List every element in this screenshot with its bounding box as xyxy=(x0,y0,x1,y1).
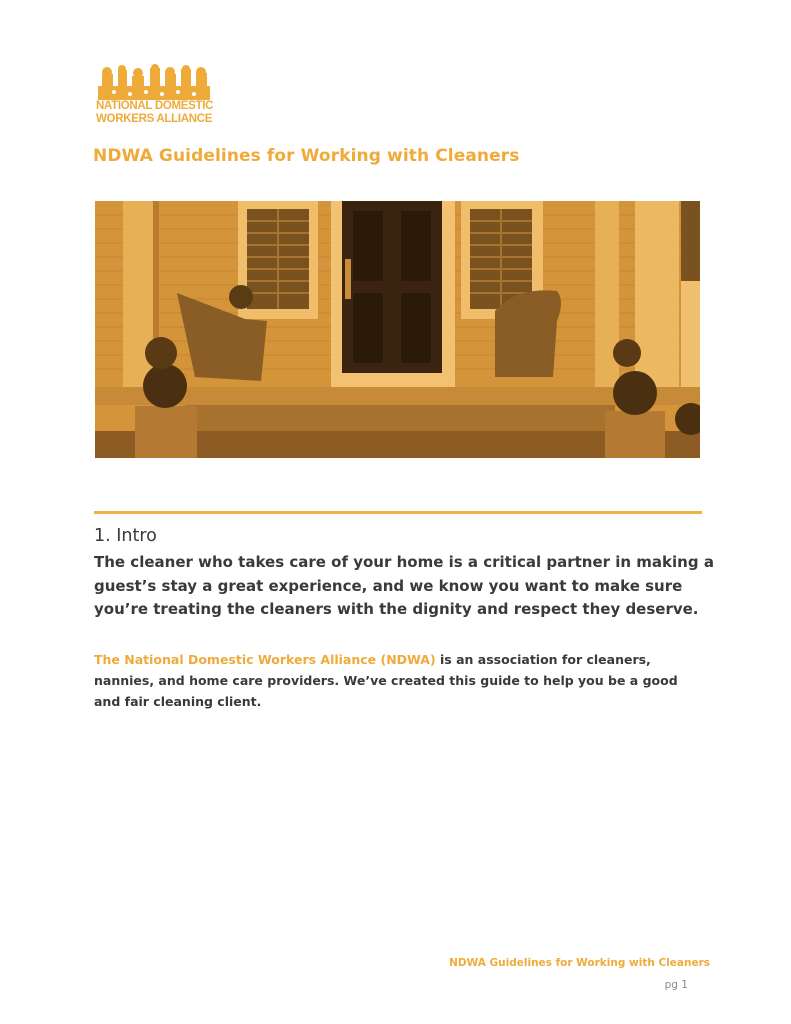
body-line-1-rest: is an association for cleaners, xyxy=(435,652,651,667)
intro-lead-paragraph xyxy=(94,551,734,622)
section-divider xyxy=(94,511,702,514)
body-line-3: and fair cleaning client. xyxy=(94,694,262,709)
lead-line-3: you’re treating the cleaners with the dignity and respect they deserve. xyxy=(94,600,699,618)
porch-photo xyxy=(95,201,700,458)
section-heading-intro: 1. Intro xyxy=(94,526,157,546)
document-title: NDWA Guidelines for Working with Cleaners xyxy=(93,146,520,166)
logo-line-2: WORKERS ALLIANCE xyxy=(96,113,213,125)
ndwa-link[interactable]: The National Domestic Workers Alliance (NDWA) xyxy=(94,652,436,667)
logo-line-1: NATIONAL DOMESTIC xyxy=(96,100,214,112)
page-number: pg 1 xyxy=(664,979,688,991)
lead-line-1: The cleaner who takes care of your home is a critical partner in making a xyxy=(94,553,714,571)
raised-fists-icon xyxy=(96,64,212,100)
ndwa-logo xyxy=(96,64,212,128)
footer-title: NDWA Guidelines for Working with Cleaners xyxy=(449,957,710,969)
porch-illustration xyxy=(95,201,700,458)
logo-wordmark xyxy=(96,100,213,126)
intro-body-paragraph xyxy=(94,649,714,712)
body-line-2: nannies, and home care providers. We’ve created this guide to help you be a good xyxy=(94,673,678,688)
body-line-1 xyxy=(94,649,714,670)
lead-line-2: guest’s stay a great experience, and we know you want to make sure xyxy=(94,576,683,595)
